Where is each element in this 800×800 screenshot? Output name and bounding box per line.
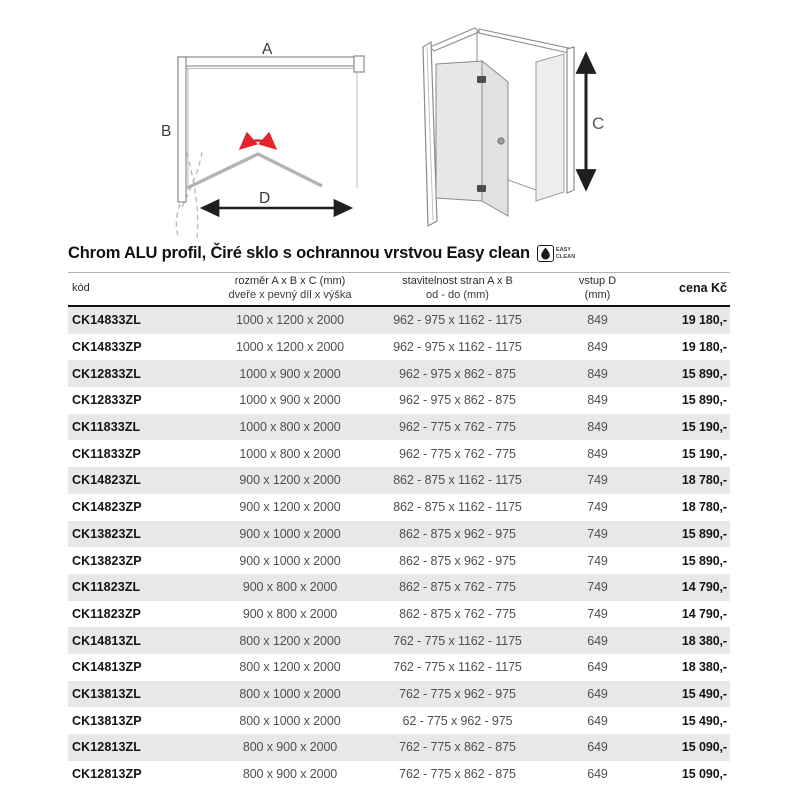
table-row <box>68 574 730 601</box>
table-header <box>68 272 730 307</box>
header-vstup <box>545 275 650 303</box>
cell-kod: CK12833ZP <box>72 393 142 408</box>
wall-end-cap <box>354 56 364 72</box>
label-a: A <box>262 41 273 58</box>
door-swing-dashed-3 <box>176 204 180 236</box>
header-vstup-line2: (mm) <box>584 289 611 301</box>
cell-vstup: 849 <box>587 340 608 355</box>
easyclean-badge <box>537 245 575 262</box>
cell-kod: CK13823ZL <box>72 526 141 541</box>
door-panel-right <box>482 61 508 216</box>
cell-vstup: 849 <box>587 393 608 408</box>
cell-rozmer: 800 x 1200 x 2000 <box>239 633 341 648</box>
cell-kod: CK12813ZP <box>72 767 142 782</box>
table-row <box>68 360 730 387</box>
cell-cena: 18 780,- <box>681 473 727 488</box>
cell-kod: CK12833ZL <box>72 366 141 381</box>
price-table-body <box>68 307 730 787</box>
table-row <box>68 601 730 628</box>
cell-rozmer: 900 x 1200 x 2000 <box>239 473 341 488</box>
cell-cena: 18 780,- <box>681 500 727 515</box>
cell-vstup: 749 <box>587 553 608 568</box>
page-title: Chrom ALU profil, Čiré sklo s ochrannou vrstvou Easy clean <box>68 244 530 262</box>
cell-cena: 15 890,- <box>681 393 727 408</box>
cell-vstup: 849 <box>587 313 608 328</box>
cell-stavitelnost: 762 - 775 x 862 - 875 <box>399 767 516 782</box>
cell-rozmer: 900 x 1200 x 2000 <box>239 500 341 515</box>
cell-vstup: 649 <box>587 740 608 755</box>
table-row <box>68 307 730 334</box>
easyclean-badge-text <box>556 247 575 260</box>
table-row <box>68 734 730 761</box>
door-knob-icon <box>498 138 504 144</box>
cell-stavitelnost: 762 - 775 x 1162 - 1175 <box>393 660 522 675</box>
cell-stavitelnost: 762 - 775 x 862 - 875 <box>399 740 516 755</box>
cell-rozmer: 900 x 800 x 2000 <box>242 580 338 595</box>
cell-vstup: 749 <box>587 500 608 515</box>
header-stavitelnost <box>370 275 545 303</box>
cell-rozmer: 1000 x 800 x 2000 <box>239 446 341 461</box>
cell-rozmer: 1000 x 900 x 2000 <box>239 366 341 381</box>
cell-cena: 15 890,- <box>681 526 727 541</box>
cell-stavitelnost: 962 - 975 x 862 - 875 <box>399 393 516 408</box>
cell-cena: 15 190,- <box>681 446 727 461</box>
cell-kod: CK14823ZP <box>72 500 142 515</box>
cell-kod: CK13823ZP <box>72 553 142 568</box>
cell-cena: 15 490,- <box>681 686 727 701</box>
cell-stavitelnost: 962 - 775 x 762 - 775 <box>399 420 516 435</box>
cell-rozmer: 800 x 1200 x 2000 <box>239 660 341 675</box>
section-title-row <box>68 244 730 263</box>
cell-stavitelnost: 962 - 975 x 862 - 875 <box>399 366 516 381</box>
table-row <box>68 654 730 681</box>
cell-kod: CK13813ZL <box>72 686 141 701</box>
header-kod: kód <box>72 282 90 295</box>
perspective-drawing <box>400 20 615 235</box>
top-rail-left <box>430 28 479 51</box>
cell-stavitelnost: 862 - 875 x 962 - 975 <box>399 553 516 568</box>
fixed-glass-panel <box>536 54 564 201</box>
table-row <box>68 387 730 414</box>
cell-kod: CK14813ZL <box>72 633 141 648</box>
table-row <box>68 494 730 521</box>
table-row <box>68 467 730 494</box>
cell-stavitelnost: 862 - 875 x 962 - 975 <box>399 526 516 541</box>
cell-rozmer: 1000 x 900 x 2000 <box>239 393 341 408</box>
table-row <box>68 707 730 734</box>
price-table <box>68 272 730 787</box>
badge-line2: CLEAN <box>555 253 576 260</box>
right-wall-profile <box>567 47 574 193</box>
cell-kod: CK14823ZL <box>72 473 141 488</box>
cell-cena: 15 890,- <box>681 553 727 568</box>
header-stav-line2: od - do (mm) <box>426 289 489 301</box>
cell-vstup: 649 <box>587 660 608 675</box>
table-row <box>68 547 730 574</box>
header-rozmer <box>210 275 370 303</box>
cell-kod: CK11823ZP <box>72 606 141 621</box>
wall-profile-a <box>178 57 354 66</box>
cell-cena: 14 790,- <box>681 606 727 621</box>
wall-profile-b <box>178 57 186 202</box>
cell-rozmer: 900 x 1000 x 2000 <box>239 553 341 568</box>
cell-cena: 15 090,- <box>681 740 727 755</box>
cell-stavitelnost: 862 - 875 x 762 - 775 <box>399 580 516 595</box>
cell-rozmer: 800 x 1000 x 2000 <box>239 686 341 701</box>
floor-line <box>508 180 536 190</box>
door-panel-left <box>436 61 482 201</box>
cell-rozmer: 1000 x 800 x 2000 <box>239 420 341 435</box>
label-c: C <box>592 114 605 133</box>
table-row <box>68 414 730 441</box>
cell-kod: CK11833ZP <box>72 446 141 461</box>
cell-kod: CK14813ZP <box>72 660 142 675</box>
cell-cena: 15 190,- <box>681 420 727 435</box>
cell-rozmer: 900 x 1000 x 2000 <box>239 526 341 541</box>
cell-stavitelnost: 862 - 875 x 762 - 775 <box>399 606 516 621</box>
perspective-diagram <box>400 20 615 235</box>
header-stav-line1: stavitelnost stran A x B <box>402 275 513 288</box>
plan-view-drawing <box>60 20 370 245</box>
cell-kod: CK14833ZP <box>72 340 142 355</box>
cell-stavitelnost: 962 - 775 x 762 - 775 <box>399 446 516 461</box>
cell-cena: 18 380,- <box>681 660 727 675</box>
label-b: B <box>161 123 172 140</box>
cell-vstup: 649 <box>587 686 608 701</box>
cell-vstup: 649 <box>587 767 608 782</box>
header-cena: cena Kč <box>679 281 727 296</box>
cell-stavitelnost: 962 - 975 x 1162 - 1175 <box>393 340 522 355</box>
cell-stavitelnost: 862 - 875 x 1162 - 1175 <box>393 500 522 515</box>
hinge-top-icon <box>477 76 486 83</box>
hinge-bottom-icon <box>477 185 486 192</box>
cell-cena: 19 180,- <box>681 340 727 355</box>
droplet-icon <box>537 245 554 262</box>
table-row <box>68 627 730 654</box>
header-vstup-line1: vstup D <box>578 275 617 288</box>
door-swing-dashed-1 <box>187 153 198 238</box>
cell-cena: 15 090,- <box>681 767 727 782</box>
cell-kod: CK13813ZP <box>72 713 142 728</box>
cell-kod: CK11833ZL <box>72 420 141 435</box>
cell-vstup: 749 <box>587 580 608 595</box>
cell-rozmer: 800 x 900 x 2000 <box>242 740 338 755</box>
table-row <box>68 334 730 361</box>
cell-rozmer: 1000 x 1200 x 2000 <box>235 313 344 328</box>
cell-rozmer: 800 x 1000 x 2000 <box>239 713 341 728</box>
cell-kod: CK12813ZL <box>72 740 141 755</box>
cell-vstup: 749 <box>587 526 608 541</box>
swing-direction-icon <box>241 141 275 149</box>
cell-vstup: 849 <box>587 420 608 435</box>
cell-vstup: 749 <box>587 473 608 488</box>
label-d: D <box>259 190 271 207</box>
cell-cena: 18 380,- <box>681 633 727 648</box>
cell-vstup: 649 <box>587 633 608 648</box>
cell-stavitelnost: 762 - 775 x 1162 - 1175 <box>393 633 522 648</box>
cell-vstup: 749 <box>587 606 608 621</box>
cell-cena: 19 180,- <box>681 313 727 328</box>
badge-line1: EASY <box>555 247 572 254</box>
cell-rozmer: 800 x 900 x 2000 <box>242 767 338 782</box>
cell-rozmer: 900 x 800 x 2000 <box>242 606 338 621</box>
cell-kod: CK11823ZL <box>72 580 141 595</box>
cell-vstup: 849 <box>587 366 608 381</box>
cell-stavitelnost: 862 - 875 x 1162 - 1175 <box>393 473 522 488</box>
cell-kod: CK14833ZL <box>72 313 141 328</box>
header-rozmer-line2: dveře x pevný díl x výška <box>228 289 352 301</box>
cell-stavitelnost: 762 - 775 x 962 - 975 <box>399 686 516 701</box>
cell-cena: 14 790,- <box>681 580 727 595</box>
top-rail-right <box>479 29 573 54</box>
cell-stavitelnost: 962 - 975 x 1162 - 1175 <box>393 313 522 328</box>
table-row <box>68 521 730 548</box>
table-row <box>68 761 730 788</box>
cell-vstup: 649 <box>587 713 608 728</box>
cell-stavitelnost: 62 - 775 x 962 - 975 <box>402 713 513 728</box>
header-rozmer-line1: rozměr A x B x C (mm) <box>234 275 346 288</box>
plan-view-diagram <box>60 20 370 245</box>
cell-vstup: 849 <box>587 446 608 461</box>
table-row <box>68 440 730 467</box>
cell-rozmer: 1000 x 1200 x 2000 <box>235 340 344 355</box>
folded-door-line <box>187 154 322 188</box>
cell-cena: 15 890,- <box>681 366 727 381</box>
table-row <box>68 681 730 708</box>
cell-cena: 15 490,- <box>681 713 727 728</box>
